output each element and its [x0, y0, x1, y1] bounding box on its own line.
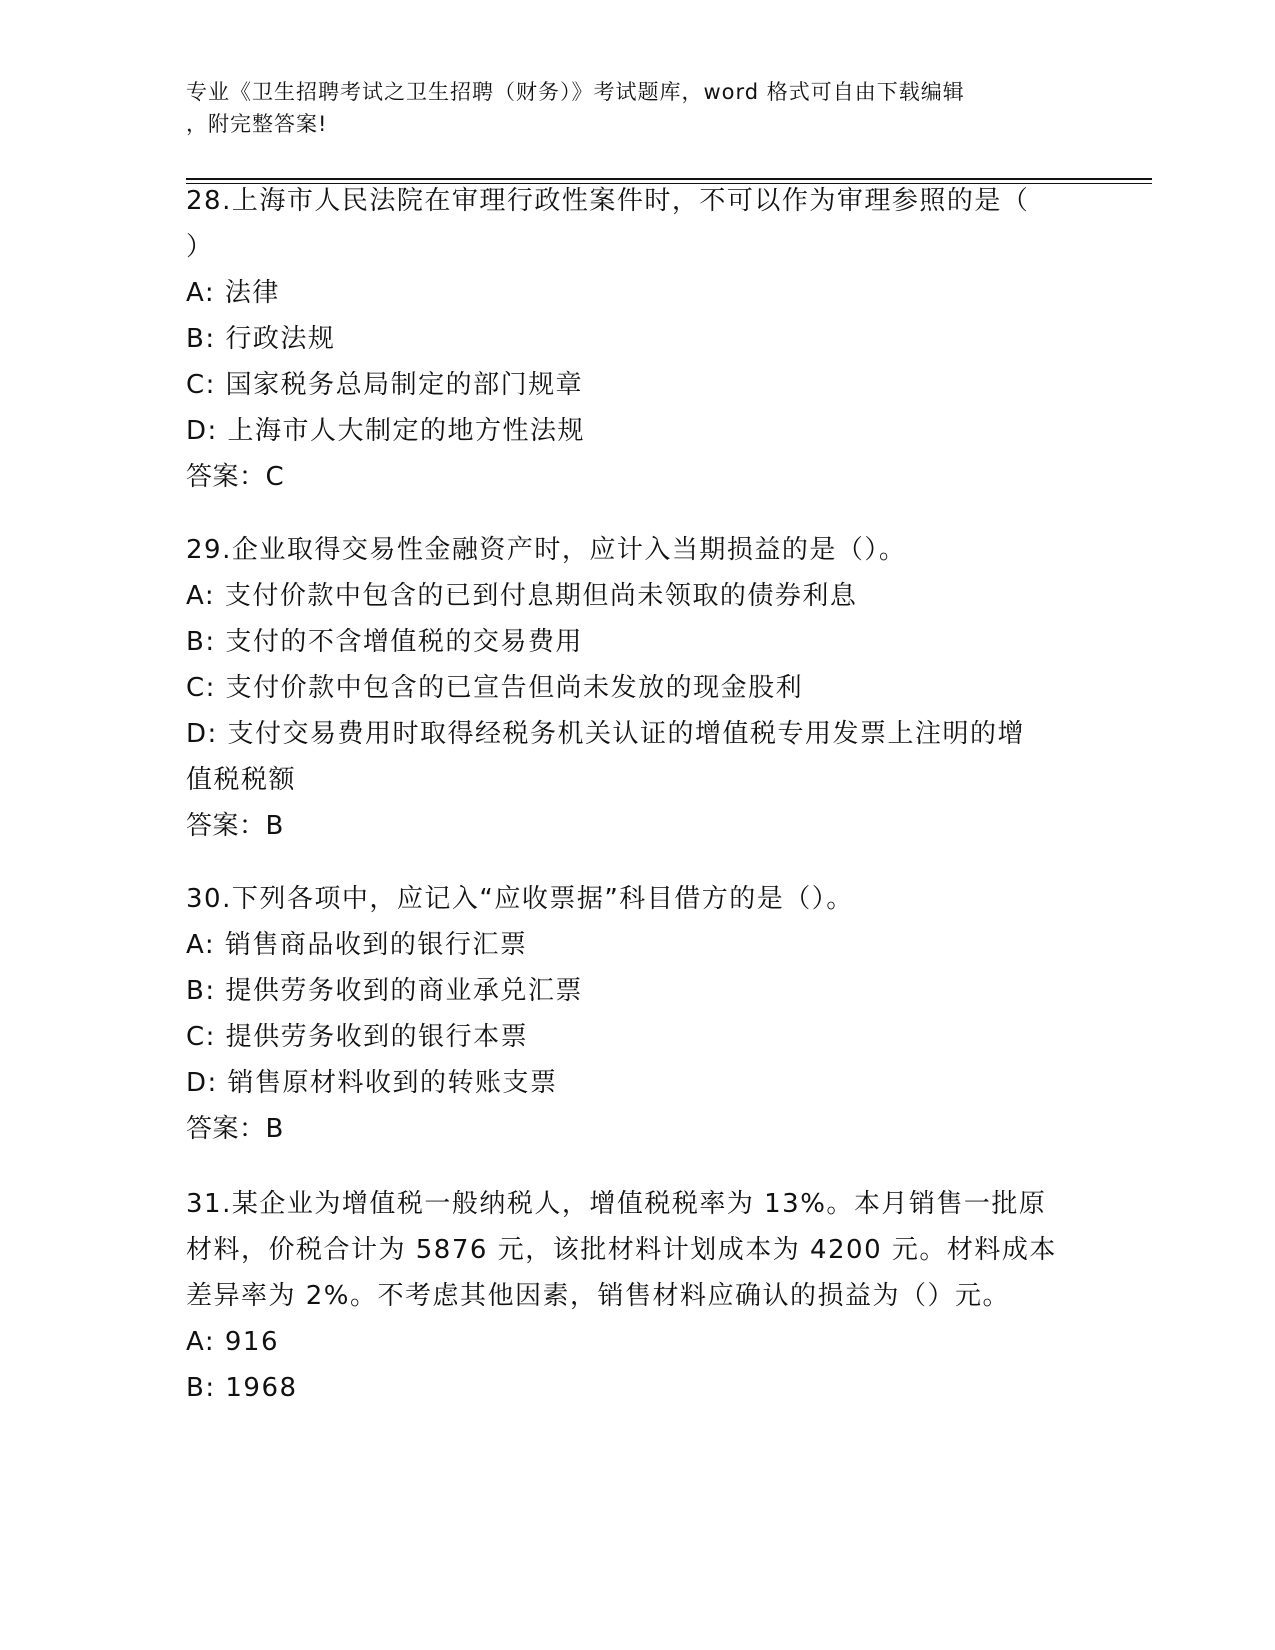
- option-a: A: 法律: [186, 278, 280, 308]
- option-a: A: 916: [186, 1327, 279, 1357]
- question-stem-line: 差异率为 2%。不考虑其他因素，销售材料应确认的损益为（）元。: [186, 1281, 1011, 1311]
- question-stem-line: 29.企业取得交易性金融资产时，应计入当期损益的是（）。: [186, 535, 907, 565]
- question-28: [186, 178, 1086, 500]
- option-d: D: 销售原材料收到的转账支票: [186, 1068, 558, 1098]
- option-b: B: 提供劳务收到的商业承兑汇票: [186, 976, 583, 1006]
- question-stem-line: 30.下列各项中，应记入“应收票据”科目借方的是（）。: [186, 884, 854, 914]
- question-stem-line: 31.某企业为增值税一般纳税人，增值税税率为 13%。本月销售一批原: [186, 1189, 1047, 1219]
- document-header: [186, 76, 1086, 140]
- option-c: C: 支付价款中包含的已宣告但尚未发放的现金股利: [186, 673, 804, 703]
- option-c: C: 国家税务总局制定的部门规章: [186, 370, 584, 400]
- question-stem-line: ）: [186, 232, 214, 262]
- answer-line: 答案：B: [186, 811, 284, 841]
- question-30: [186, 876, 1086, 1152]
- answer-line: 答案：C: [186, 462, 285, 492]
- option-c: C: 提供劳务收到的银行本票: [186, 1022, 529, 1052]
- option-a: A: 销售商品收到的银行汇票: [186, 930, 528, 960]
- option-b: B: 支付的不含增值税的交易费用: [186, 627, 583, 657]
- option-d: D: 上海市人大制定的地方性法规: [186, 416, 586, 446]
- question-stem-line: 28.上海市人民法院在审理行政性案件时，不可以作为审理参照的是（: [186, 186, 1030, 216]
- option-a: A: 支付价款中包含的已到付息期但尚未领取的债券利息: [186, 581, 858, 611]
- answer-line: 答案：B: [186, 1114, 284, 1144]
- option-d: D: 支付交易费用时取得经税务机关认证的增值税专用发票上注明的增: [186, 719, 1026, 749]
- question-31: [186, 1181, 1086, 1411]
- question-stem-line: 材料，价税合计为 5876 元，该批材料计划成本为 4200 元。材料成本: [186, 1235, 1057, 1265]
- option-b: B: 行政法规: [186, 324, 336, 354]
- header-line-2: ，附完整答案!: [186, 112, 328, 136]
- option-b: B: 1968: [186, 1373, 298, 1403]
- header-line-1: 专业《卫生招聘考试之卫生招聘（财务）》考试题库，word 格式可自由下载编辑: [186, 80, 965, 104]
- question-29: [186, 527, 1086, 849]
- option-d-continuation: 值税税额: [186, 765, 297, 795]
